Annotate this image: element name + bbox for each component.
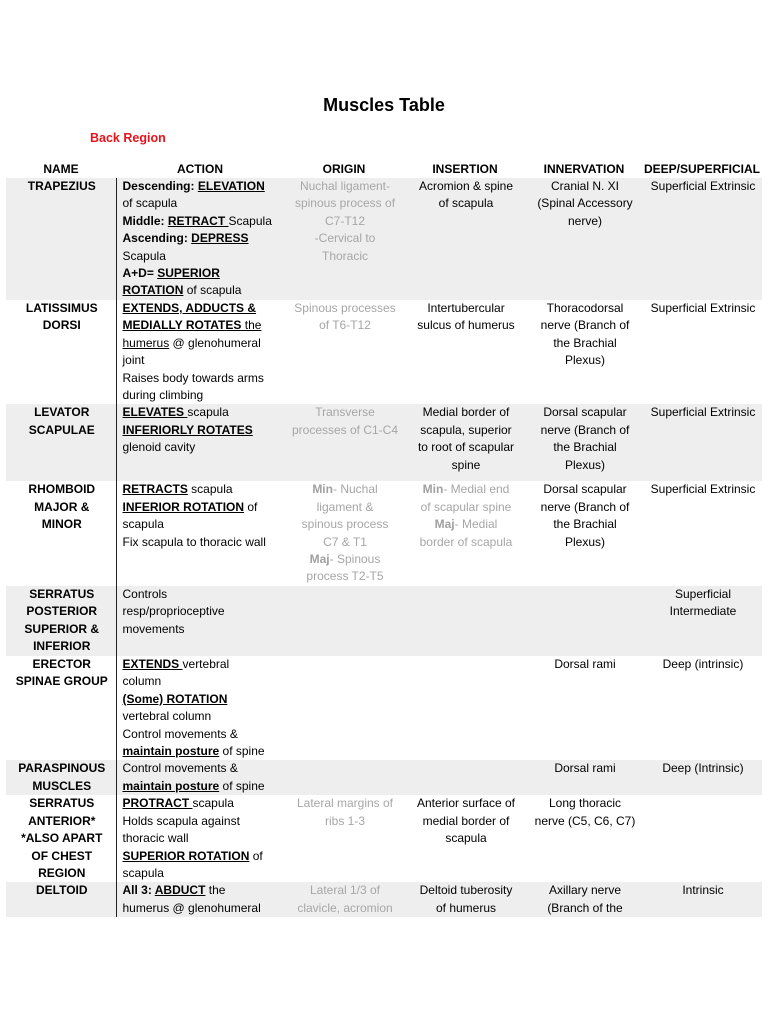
insertion-line: Deltoid tuberosity — [419, 883, 513, 898]
action-line-segment: Scapula — [228, 213, 272, 228]
cell-origin — [284, 586, 404, 656]
table-row — [6, 178, 762, 300]
action-line-segment: Scapula — [122, 248, 166, 263]
cell-depth — [642, 656, 762, 760]
innervation-line: nerve (Branch of — [540, 318, 630, 333]
name-line: POSTERIOR — [26, 604, 98, 619]
action-line-segment: the — [241, 318, 262, 333]
origin-line — [288, 534, 402, 551]
action-line — [123, 265, 283, 282]
name-line: LEVATOR — [34, 405, 90, 420]
origin-line-segment: Thoracic — [321, 248, 368, 263]
action-line-segment: (Some) ROTATION — [122, 691, 228, 706]
cell-depth — [642, 882, 762, 917]
action-line — [123, 603, 283, 620]
action-line-segment: Middle: — [122, 213, 168, 228]
cell-insertion — [404, 882, 526, 917]
action-line — [123, 387, 283, 404]
innervation-line: (Branch of the — [547, 900, 623, 915]
action-line — [123, 534, 283, 551]
origin-line-segment: ribs 1-3 — [324, 813, 365, 828]
action-line — [123, 865, 283, 882]
innervation-line: Plexus) — [564, 534, 605, 549]
cell-depth — [642, 795, 762, 882]
action-line-segment: scapula — [187, 405, 229, 420]
cell-origin — [284, 178, 404, 300]
insertion-line: of humerus — [435, 900, 497, 915]
cell-innervation — [526, 656, 642, 760]
table-row — [6, 795, 762, 882]
cell-action — [116, 178, 284, 300]
innervation-line: nerve (C5, C6, C7) — [534, 813, 636, 828]
action-line — [123, 830, 283, 847]
action-line-segment: Control movements & — [122, 761, 238, 776]
action-line-segment: scapula — [122, 865, 164, 880]
insertion-line — [408, 481, 524, 498]
insertion-line: medial border of — [422, 813, 510, 828]
innervation-line: Dorsal scapular — [543, 405, 627, 420]
insertion-line-segment: of scapular spine — [420, 499, 512, 514]
action-line-segment: scapula — [122, 517, 164, 532]
action-line-segment: vertebral — [182, 656, 230, 671]
origin-line — [288, 795, 402, 812]
origin-line-segment: Lateral 1/3 of — [309, 883, 381, 898]
innervation-line: the Brachial — [553, 517, 617, 532]
name-line: LATISSIMUS — [25, 301, 98, 315]
action-line-segment: EXTENDS — [122, 656, 183, 671]
action-line-segment: SUPERIOR — [157, 266, 220, 281]
action-line-segment: scapula — [187, 482, 233, 497]
header-origin: ORIGIN — [322, 161, 366, 176]
name-line: REGION — [38, 865, 86, 880]
action-line — [123, 481, 283, 498]
action-line-segment: joint — [122, 353, 145, 368]
insertion-line: sulcus of humerus — [417, 318, 515, 333]
cell-action — [116, 795, 284, 882]
action-line-segment: Ascending: — [122, 231, 192, 246]
action-line-segment: Holds scapula against — [122, 813, 240, 828]
action-line — [123, 900, 283, 917]
name-line: SUPERIOR & — [24, 621, 100, 636]
insertion-line: Medial border of — [422, 405, 510, 420]
name-line: RHOMBOID — [28, 482, 96, 497]
innervation-line: the Brachial — [553, 440, 617, 455]
table-row — [6, 586, 762, 656]
origin-line — [288, 422, 402, 439]
cell-depth — [642, 760, 762, 795]
cell-innervation — [526, 178, 642, 300]
cell-insertion — [404, 404, 526, 481]
action-line-segment: SUPERIOR ROTATION — [122, 848, 250, 863]
cell-innervation — [526, 300, 642, 404]
origin-line-segment: Lateral margins of — [296, 796, 394, 811]
cell-insertion — [404, 586, 526, 656]
insertion-line-segment: Maj — [434, 517, 455, 532]
cell-origin — [284, 882, 404, 917]
action-line — [123, 439, 283, 456]
origin-line — [288, 300, 402, 317]
table-row — [6, 481, 762, 585]
cell-origin — [284, 760, 404, 795]
action-line — [123, 499, 283, 516]
origin-line-segment: - Nuchal — [332, 482, 378, 497]
name-line: SCAPULAE — [28, 422, 95, 437]
innervation-line: Cranial N. XI — [550, 179, 620, 193]
cell-name — [6, 760, 116, 795]
action-line-segment: humerus — [122, 335, 170, 350]
origin-line-segment: of T6-T12 — [319, 318, 371, 333]
name-line: OF CHEST — [31, 848, 93, 863]
name-line: DELTOID — [35, 883, 88, 898]
innervation-line: Plexus) — [564, 457, 605, 472]
cell-name — [6, 300, 116, 404]
action-line — [123, 516, 283, 533]
action-line-segment: ROTATION — [122, 283, 184, 298]
origin-line-segment: C7 & T1 — [323, 534, 367, 549]
action-line — [123, 691, 283, 708]
insertion-line: Acromion & spine — [418, 179, 514, 193]
action-line — [123, 760, 283, 777]
cell-action — [116, 882, 284, 917]
innervation-line: nerve (Branch of — [540, 499, 630, 514]
cell-action — [116, 656, 284, 760]
insertion-line: to root of scapular — [417, 440, 515, 455]
header-depth: DEEP/SUPERFICIAL — [644, 161, 761, 176]
cell-innervation — [526, 882, 642, 917]
origin-line — [288, 516, 402, 533]
cell-name — [6, 178, 116, 300]
region-heading: Back Region — [90, 131, 166, 145]
action-line — [123, 848, 283, 865]
insertion-line: Anterior surface of — [416, 796, 516, 811]
cell-innervation — [526, 760, 642, 795]
depth-line: Superficial Extrinsic — [650, 179, 756, 193]
cell-origin — [284, 404, 404, 481]
action-line — [123, 300, 283, 317]
action-line — [123, 882, 283, 899]
origin-line — [288, 404, 402, 421]
insertion-line — [408, 534, 524, 551]
origin-line-segment: Nuchal ligament- — [299, 179, 391, 193]
depth-line: Intrinsic — [682, 883, 724, 898]
origin-line — [288, 499, 402, 516]
action-line-segment: PROTRACT — [122, 796, 193, 811]
cell-name — [6, 481, 116, 585]
table-row — [6, 656, 762, 760]
table-row — [6, 404, 762, 481]
action-line-segment: RETRACT — [167, 213, 229, 228]
action-line — [123, 248, 283, 265]
depth-line: Superficial Extrinsic — [650, 405, 756, 420]
origin-line-segment: Maj — [309, 552, 330, 567]
cell-action — [116, 404, 284, 481]
action-line-segment: @ glenohumeral — [169, 335, 261, 350]
muscles-table — [6, 160, 762, 917]
cell-action — [116, 481, 284, 585]
name-line: MUSCLES — [32, 778, 92, 793]
action-line — [123, 213, 283, 230]
cell-depth — [642, 178, 762, 300]
table-row — [6, 300, 762, 404]
innervation-line: nerve (Branch of — [540, 422, 630, 437]
cell-name — [6, 586, 116, 656]
action-line — [123, 282, 283, 299]
action-line-segment: A+D= — [122, 266, 158, 281]
origin-line — [288, 568, 402, 585]
insertion-line — [408, 516, 524, 533]
origin-line-segment: ligament & — [316, 499, 374, 514]
origin-line-segment: spinous process — [301, 517, 389, 532]
action-line-segment: glenoid cavity — [122, 440, 196, 455]
action-line-segment: of spine — [219, 743, 265, 758]
action-line-segment: the — [205, 883, 226, 898]
name-line: SPINAE GROUP — [15, 674, 108, 689]
action-line-segment: during climbing — [122, 388, 204, 403]
insertion-line-segment: - Medial end — [443, 482, 510, 497]
action-line-segment: of scapula — [122, 196, 178, 211]
origin-line-segment: clavicle, acromion — [297, 900, 393, 915]
table-row — [6, 882, 762, 917]
action-line-segment: Controls — [122, 586, 168, 601]
innervation-line: Dorsal rami — [554, 761, 616, 776]
action-line-segment: humerus @ glenohumeral — [122, 900, 261, 915]
depth-line: Superficial Extrinsic — [650, 482, 756, 497]
cell-depth — [642, 586, 762, 656]
name-line: SERRATUS — [29, 586, 95, 601]
name-line: PARASPINOUS — [18, 761, 106, 776]
name-line: MINOR — [41, 517, 82, 532]
header-name: NAME — [43, 161, 79, 176]
origin-line-segment: processes of C1-C4 — [291, 422, 399, 437]
header-row — [6, 160, 762, 178]
origin-line — [288, 551, 402, 568]
innervation-line: Thoracodorsal — [546, 301, 624, 315]
cell-innervation — [526, 481, 642, 585]
cell-name — [6, 795, 116, 882]
cell-action — [116, 586, 284, 656]
action-line-segment: INFERIORLY ROTATES — [122, 422, 253, 437]
header-innervation: INNERVATION — [543, 161, 625, 176]
cell-origin — [284, 795, 404, 882]
cell-name — [6, 404, 116, 481]
name-line: MAJOR & — [34, 499, 90, 514]
action-line-segment: scapula — [192, 796, 234, 811]
name-line: ANTERIOR* — [28, 813, 96, 828]
action-line — [123, 422, 283, 439]
action-line — [123, 813, 283, 830]
origin-line-segment: spinous process of — [294, 196, 396, 211]
action-line-segment: ABDUCT — [154, 883, 206, 898]
action-line — [123, 230, 283, 247]
action-line — [123, 370, 283, 387]
header-insertion: INSERTION — [432, 161, 498, 176]
cell-origin — [284, 300, 404, 404]
action-line — [123, 673, 283, 690]
action-line-segment: RETRACTS — [122, 482, 188, 497]
cell-insertion — [404, 656, 526, 760]
action-line-segment: of spine — [219, 778, 265, 793]
insertion-line-segment: border of scapula — [419, 534, 513, 549]
header-action: ACTION — [177, 161, 223, 176]
cell-innervation — [526, 795, 642, 882]
page-title: Muscles Table — [323, 95, 445, 115]
cell-origin — [284, 481, 404, 585]
action-line — [123, 708, 283, 725]
innervation-line: Long thoracic — [548, 796, 622, 811]
action-line — [123, 317, 283, 334]
name-line: TRAPEZIUS — [27, 179, 96, 193]
name-line: *ALSO APART — [21, 831, 103, 846]
action-line-segment: ELEVATION — [197, 179, 265, 193]
action-line-segment: resp/proprioceptive — [122, 604, 225, 619]
origin-line-segment: C7-T12 — [324, 213, 365, 228]
name-line: ERECTOR — [32, 656, 91, 671]
cell-name — [6, 882, 116, 917]
depth-line: Intermediate — [669, 604, 737, 619]
origin-line — [288, 213, 402, 230]
action-line-segment: vertebral column — [122, 709, 212, 724]
depth-line: Deep (intrinsic) — [662, 656, 744, 671]
insertion-line — [408, 499, 524, 516]
action-line — [123, 726, 283, 743]
cell-depth — [642, 300, 762, 404]
cell-innervation — [526, 586, 642, 656]
action-line — [123, 195, 283, 212]
action-line — [123, 178, 283, 195]
origin-line — [288, 178, 402, 195]
cell-depth — [642, 481, 762, 585]
cell-insertion — [404, 300, 526, 404]
insertion-line: of scapula — [438, 196, 494, 211]
cell-name — [6, 656, 116, 760]
action-line-segment: Fix scapula to thoracic wall — [122, 534, 266, 549]
origin-line — [288, 813, 402, 830]
insertion-line: scapula, superior — [420, 422, 512, 437]
action-line — [123, 656, 283, 673]
origin-line — [288, 248, 402, 265]
action-line-segment: MEDIALLY ROTATES — [122, 318, 242, 333]
origin-line-segment: process T2-T5 — [306, 569, 384, 584]
action-line-segment: All 3: — [122, 883, 155, 898]
table-row — [6, 760, 762, 795]
action-line — [123, 335, 283, 352]
action-line-segment: of scapula — [183, 283, 242, 298]
action-line-segment: of — [249, 848, 263, 863]
depth-line: Superficial Extrinsic — [650, 301, 756, 315]
action-line — [123, 352, 283, 369]
action-line-segment: thoracic wall — [122, 831, 189, 846]
action-line-segment: Descending: — [122, 179, 198, 193]
insertion-line-segment: Min — [422, 482, 444, 497]
name-line: INFERIOR — [33, 639, 91, 654]
action-line-segment: Raises body towards arms — [122, 370, 264, 385]
action-line-segment: DEPRESS — [191, 231, 249, 246]
action-line-segment: of — [244, 499, 258, 514]
origin-line — [288, 230, 402, 247]
cell-insertion — [404, 795, 526, 882]
action-line — [123, 586, 283, 603]
action-line-segment: maintain posture — [122, 778, 220, 793]
cell-action — [116, 300, 284, 404]
innervation-line: the Brachial — [553, 335, 617, 350]
action-line — [123, 621, 283, 638]
cell-insertion — [404, 760, 526, 795]
origin-line — [288, 195, 402, 212]
name-line: SERRATUS — [29, 796, 95, 811]
insertion-line: scapula — [445, 831, 487, 846]
origin-line-segment: - Spinous — [329, 552, 381, 567]
insertion-line-segment: - Medial — [454, 517, 498, 532]
table-body — [6, 178, 762, 917]
origin-line-segment: Min — [312, 482, 333, 497]
action-line-segment: ELEVATES — [122, 405, 188, 420]
innervation-line: Dorsal scapular — [543, 482, 627, 497]
innervation-line: Dorsal rami — [554, 656, 616, 671]
origin-line — [288, 317, 402, 334]
innervation-line: Axillary nerve — [548, 883, 622, 898]
action-line-segment: column — [122, 674, 162, 689]
action-line-segment: Control movements & — [122, 726, 238, 741]
action-line-segment: movements — [122, 621, 185, 636]
origin-line — [288, 882, 402, 899]
action-line-segment: INFERIOR ROTATION — [122, 499, 245, 514]
origin-line-segment: -Cervical to — [314, 231, 376, 246]
action-line-segment: EXTENDS, ADDUCTS & — [122, 301, 257, 315]
innervation-line: Plexus) — [564, 353, 605, 368]
action-line-segment: maintain posture — [122, 743, 220, 758]
action-line — [123, 743, 283, 760]
origin-line-segment: Spinous processes — [294, 301, 396, 315]
depth-line: Superficial — [674, 586, 732, 601]
innervation-line: nerve) — [567, 213, 602, 228]
origin-line — [288, 900, 402, 917]
action-line — [123, 404, 283, 421]
depth-line: Deep (Intrinsic) — [662, 761, 744, 776]
origin-line-segment: Transverse — [315, 405, 375, 420]
action-line — [123, 778, 283, 795]
name-line: DORSI — [42, 318, 81, 333]
insertion-line: Intertubercular — [427, 301, 505, 315]
cell-insertion — [404, 178, 526, 300]
action-line — [123, 795, 283, 812]
cell-innervation — [526, 404, 642, 481]
insertion-line: spine — [451, 457, 481, 472]
cell-origin — [284, 656, 404, 760]
cell-insertion — [404, 481, 526, 585]
cell-depth — [642, 404, 762, 481]
innervation-line: (Spinal Accessory — [537, 196, 633, 211]
origin-line — [288, 481, 402, 498]
cell-action — [116, 760, 284, 795]
